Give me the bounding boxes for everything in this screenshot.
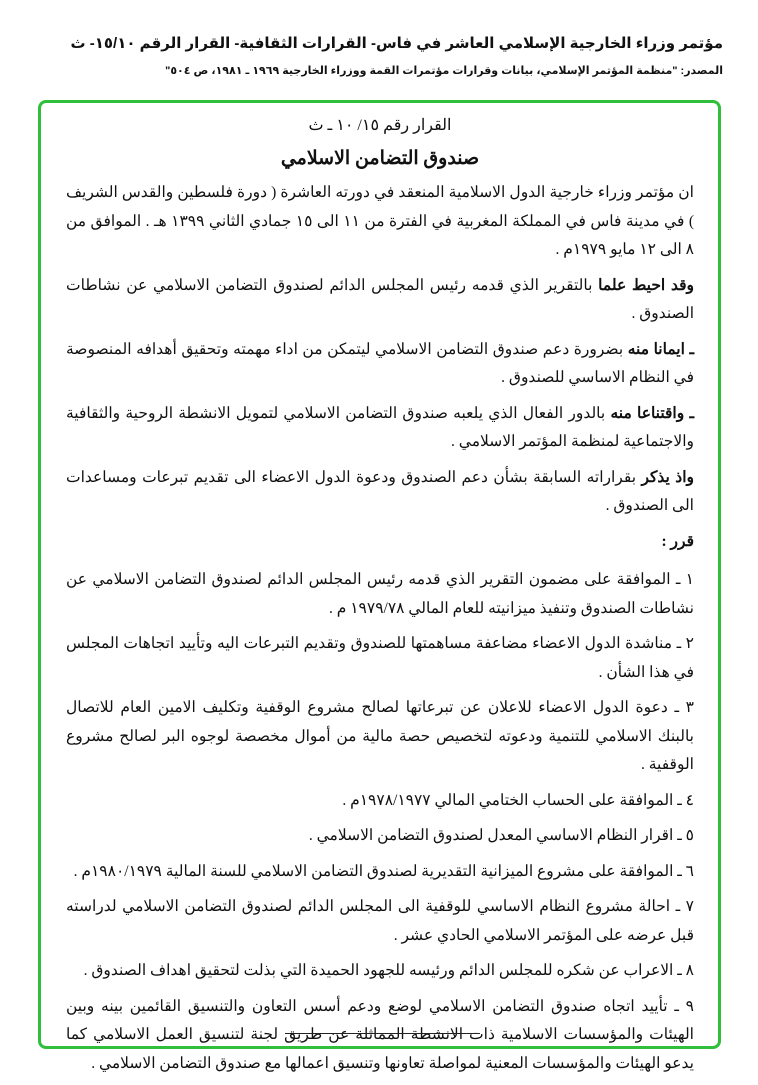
resolution-item: ٣ ـ دعوة الدول الاعضاء للاعلان عن تبرعاتها لصالح مشروع الوقفية وتكليف الامين العام للاتصال بالبنك الاسلامي للتنمية ودعوته لتخصيص حصة مالية من أموال مخصصة لوجوه البر لصالح مشروع الوقفية .	[66, 699, 694, 773]
resolution-item: ٨ ـ الاعراب عن شكره للمجلس الدائم ورئيسه للجهود الحميدة التي بذلت لتحقيق اهداف الصندوق .	[83, 962, 694, 979]
preamble-paragraph	[66, 336, 694, 393]
preamble-lead: ـ واقتناعا منه	[610, 404, 694, 422]
resolution-item: ١ ـ الموافقة على مضمون التقرير الذي قدمه رئيس المجلس الدائم لصندوق التضامن الاسلامي عن نشاطات الصندوق وتنفيذ ميزانيته للعام المالي ١٩٧٩/٧٨ م .	[66, 571, 694, 617]
preamble-lead: واذ يذكر	[641, 468, 694, 486]
resolution-item: ٥ ـ اقرار النظام الاساسي المعدل لصندوق التضامن الاسلامي .	[308, 827, 694, 844]
preamble-text: بضرورة دعم صندوق التضامن الاسلامي ليتمكن من اداء مهمته وتحقيق أهدافه المنصوصة في النظام الاساسي للصندوق .	[66, 340, 694, 386]
preamble-paragraph	[66, 272, 694, 329]
resolution-number: القرار رقم ١٥/ ١٠ ـ ث	[308, 117, 452, 134]
preamble-paragraph	[66, 400, 694, 457]
end-divider	[285, 1033, 480, 1034]
resolution-item: ٤ ـ الموافقة على الحساب الختامي المالي ١٩٧٨/١٩٧٧م .	[342, 791, 694, 809]
document-header-title: مؤتمر وزراء الخارجية الإسلامي العاشر في فاس- القرارات الثقافية- القرار الرقم ١٥/١٠- ث	[70, 35, 723, 52]
resolution-body	[66, 112, 694, 1085]
resolution-item: ٧ ـ احالة مشروع النظام الاساسي للوقفية الى المجلس الدائم لصندوق التضامن الاسلامي لدراسته قبل عرضه على المؤتمر الاسلامي الحادي عشر .	[66, 898, 694, 944]
preamble-text: بالتقرير الذي قدمه رئيس المجلس الدائم لصندوق التضامن الاسلامي عن نشاطات الصندوق .	[66, 276, 694, 322]
document-source: المصدر: "منظمة المؤتمر الإسلامي، بيانات وقرارات مؤتمرات القمة ووزراء الخارجية ١٩٦٩ ـ ١٩٨١، ص ٥٠٤"	[165, 65, 723, 77]
resolution-item: ٢ ـ مناشدة الدول الاعضاء مضاعفة مساهمتها للصندوق وتقديم التبرعات اليه وتأييد اتجاهات المجلس في هذا الشأن .	[66, 635, 694, 681]
resolution-heading: صندوق التضامن الاسلامي	[280, 147, 480, 169]
resolution-item: ٩ ـ تأييد اتجاه صندوق التضامن الاسلامي لوضع ودعم أسس التعاون والتنسيق القائمين بينه وبين الهيئات والمؤسسات الاسلامية ذات الانشطة المماثلة عن طريق لجنة لتنسيق العمل الاسلامي كما يدعو الهيئات والمؤسسات المعنية لمواصلة تعاونها وتنسيق اعمالها مع صندوق التضامن الاسلامي .	[66, 997, 694, 1072]
resolution-item: ٦ ـ الموافقة على مشروع الميزانية التقديرية لصندوق التضامن الاسلامي للسنة المالية ١٩٨٠/١٩٧٩م .	[73, 862, 694, 880]
preamble-text: بالدور الفعال الذي يلعبه صندوق التضامن الاسلامي لتمويل الانشطة الروحية والثقافية والاجتماعية لمنظمة المؤتمر الاسلامي .	[66, 404, 694, 450]
preamble-lead: وقد احيط علما	[598, 276, 694, 294]
preamble-text: بقراراته السابقة بشأن دعم الصندوق ودعوة الدول الاعضاء الى تقديم تبرعات ومساعدات الى الصندوق .	[66, 468, 694, 514]
preamble-text: ان مؤتمر وزراء خارجية الدول الاسلامية المنعقد في دورته العاشرة ( دورة فلسطين والقدس الشريف ) في مدينة فاس في المملكة المغربية في الفترة من ١١ الى ١٥ جمادي الثاني ١٣٩٩ هـ . الموافق من ٨ الى ١٢ مايو ١٩٧٩م .	[66, 184, 694, 258]
decides-label: قرر :	[661, 532, 694, 550]
preamble-lead: ـ ايمانا منه	[627, 340, 695, 358]
preamble-paragraph	[66, 179, 694, 265]
preamble-paragraph	[66, 464, 694, 521]
